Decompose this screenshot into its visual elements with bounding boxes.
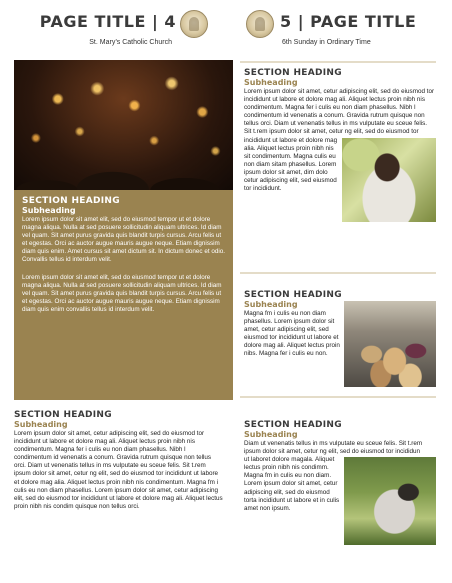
- section-body-wrap: ut laboret dolore magala. Aliquet lectus proin nibh nis condimm. Magna fm in culis eu non diam. Lorem ipsum dolor sit amet, cetur adipiscing elit, sed do eiusmod torta incididunt ut labore et in culis amet non ipsum.: [244, 456, 340, 512]
- section-heading: SECTION HEADING: [22, 196, 120, 206]
- right-section-2: [244, 290, 436, 387]
- section-divider: [240, 61, 436, 63]
- section-heading: SECTION HEADING: [14, 410, 112, 420]
- section-subheading: Subheading: [14, 420, 68, 429]
- left-section-2: [14, 410, 224, 511]
- page-title: PAGE TITLE | 4: [39, 12, 176, 31]
- section-body-wrap: incididunt ut labore et dolore mag alia. Aliquet lectus proin nibh nis sit condimentum. Magna culis eu non diam sitam phasellus. Lorem ipsum dolor sit amet, dim dolo cetur adipiscing elit, sed eiusmod tor incididunt.: [244, 136, 338, 193]
- left-page-header: [14, 8, 208, 52]
- right-page: [226, 0, 452, 583]
- section-body: Magna fm i culis eu non diam phasellus. Lorem ipsum dolor sit amet, cetur adipiscing elit, sed eiusmod tor incididunt ut labore et dolore mag ali. Aliquet lectus proin nibs. Magna fer i culis eu non.: [244, 310, 340, 358]
- pies-table-photo: [344, 301, 436, 387]
- section-heading: SECTION HEADING: [244, 68, 342, 78]
- feature-paragraph: Lorem ipsum dolor sit amet elit, sed do eiusmod tempor ut et dolore magna aliqua. Nulla at sed posuere sollicitudin aliquam ultrices. Id diam vel quam. Sit amet purus gravida quis blandit turpis cursus. Arcu felis ut et egestas. Orci ac auctor augue mauris augue neque. Etiam dignissim diam quis enim. Amet cursus sit amet dictum sit. In dictum donec et odio. Convallis tellus id interdum velit.: [22, 216, 225, 264]
- praying-woman-photo: [342, 138, 436, 222]
- section-heading: SECTION HEADING: [244, 420, 342, 430]
- section-divider: [240, 396, 436, 398]
- section-subheading: Subheading: [244, 430, 298, 439]
- section-divider: [240, 272, 436, 274]
- right-section-1: [244, 68, 436, 222]
- candlelight-vigil-photo: [14, 60, 233, 190]
- section-body: Lorem ipsum dolor sit amet, cetur adipiscing elit, sed do eiusmod tor incididunt ut labore et dolore mag ali. Aliquet lectus proin nibh nis condimentum. Magna fer i culis eu non diam phasellus. Nibh l condimentum id venenatis a conum. Gravida rutrum quisque non tellus orci. Diam ut venenatis tellus in ms vulputate eu sceue felis. Sit t.rem ipsum dolor sit amet, cetur ng elit, sed do eiusmod tor: [244, 88, 435, 136]
- section-subheading: Subheading: [244, 300, 298, 309]
- section-body: Diam ut venenatis tellus in ms vulputate eu sceue felis. Sit t.rem ipsum dolor sit amet, cetur ng elit, sed do eiusmod tor incididun: [244, 440, 423, 456]
- section-body: Lorem ipsum dolor sit amet, cetur adipiscing elit, sed do eiusmod tor incididunt ut labore et dolore mag ali. Aliquet lectus proin nibh nis condimentum. Magna fer i culis eu non diam phasellus. Nibh l condimentum id venenatis a conum. Gravida rutrum quisque non tellus orci. Diam ut venenatis tellus in ms vulputate eu sceue felis. Sit t.rem ipsum dolor sit amet, cetur ng elit, sed do eiusmod tor incididunt ut labore et dolore mag alia. Aliquet lectus proin nibh nis condimentum. Magna fm i culis eu non diam phasellus. Lorem ipsum dolor sit amet, cetur adipiscing elit, sed do eiusmod tor incididunt ut labore et dolore mag ali. Aliquet lectus proin nibh nis condim quisque non tellus orci.: [14, 430, 223, 510]
- right-page-header: [240, 8, 438, 52]
- section-subheading: Subheading: [244, 78, 298, 87]
- section-heading: SECTION HEADING: [244, 290, 342, 300]
- church-seal-logo: [246, 10, 274, 38]
- section-subheading: Subheading: [22, 206, 76, 215]
- feature-paragraph: Lorem ipsum dolor sit amet elit, sed do eiusmod tempor ut et dolore magna aliqua. Nulla at sed posuere sollicitudin aliquam ultrices. Id diam vel quam. Sit amet purus gravida quis blandit turpis cursus. Arcu felis ut et egestas. Orci ac auctor augue mauris augue neque. Etiam dignissim diam quis enim convallis tellus id interdum velit.: [22, 273, 222, 313]
- page-title: 5 | PAGE TITLE: [280, 12, 417, 31]
- boy-reading-photo: [344, 457, 436, 545]
- page-subtitle: 6th Sunday in Ordinary Time: [282, 39, 371, 46]
- page-subtitle: St. Mary’s Catholic Church: [89, 39, 172, 46]
- right-section-3: [244, 420, 436, 545]
- feature-box: [14, 190, 233, 400]
- church-seal-logo: [180, 10, 208, 38]
